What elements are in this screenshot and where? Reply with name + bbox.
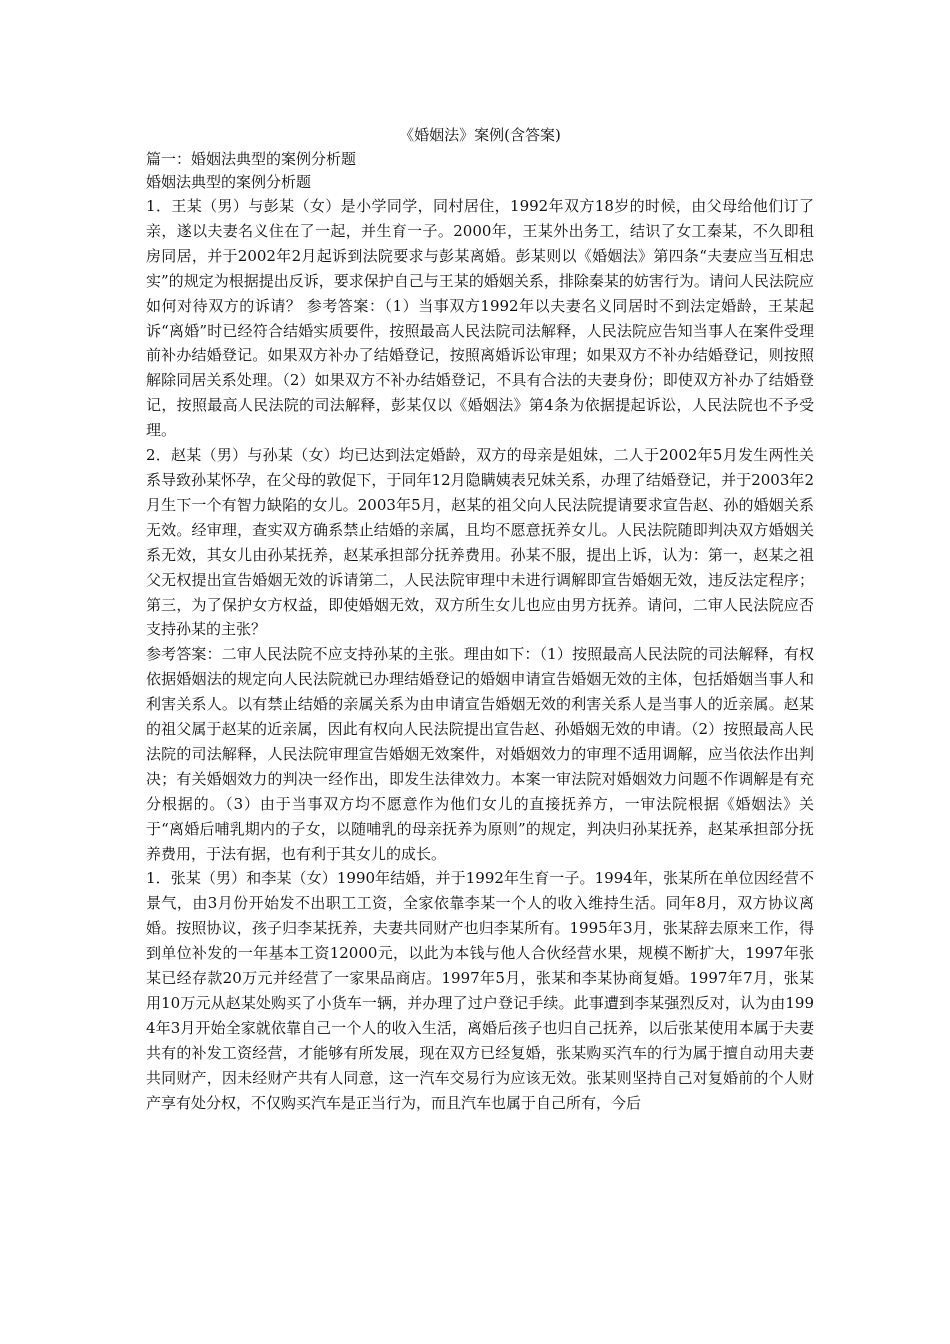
case-paragraph-2: 2．赵某（男）与孙某（女）均已达到法定婚龄，双方的母亲是姐妹，二人于2002年5月发生两性关系导致孙某怀孕，在父母的敦促下，于同年12月隐瞒姨表兄妹关系，办理了结婚登记，并于2003年2月生下一个有智力缺陷的女儿。2003年5月，赵某的祖父向人民法院提请要求宣告赵、孙的婚姻关系无效。经审理，查实双方确系禁止结婚的亲属，且均不愿意抚养女儿。人民法院随即判决双方婚姻关系无效，其女儿由孙某抚养，赵某承担部分抚养费用。孙某不服，提出上诉，认为：第一，赵某之祖父无权提出宣告婚姻无效的诉请第二，人民法院审理中未进行调解即宣告婚姻无效，违反法定程序；第三，为了保护女方权益，即使婚姻无效，双方所生女儿也应由男方抚养。请问，二审人民法院应否支持孙某的主张？ (146, 446, 814, 639)
document-page (146, 123, 814, 1116)
document-title: 《婚姻法》案例(含答案) (399, 126, 561, 144)
answer-paragraph-2: 参考答案：二审人民法院不应支持孙某的主张。理由如下：（1）按照最高人民法院的司法解释，有权依据婚姻法的规定向人民法院就已办理结婚登记的婚姻申请宣告婚姻无效的主体，包括婚姻当事人和利害关系人。以有禁止结婚的亲属关系为由申请宣告婚姻无效的利害关系人是当事人的近亲属。赵某的祖父属于赵某的近亲属，因此有权向人民法院提出宣告赵、孙婚姻无效的申请。（2）按照最高人民法院的司法解释，人民法院审理宣告婚姻无效案件，对婚姻效力的审理不适用调解，应当依法作出判决；有关婚姻效力的判决一经作出，即发生法律效力。本案一审法院对婚姻效力问题不作调解是有充分根据的。（3）由于当事双方均不愿意作为他们女儿的直接抚养方，一审法院根据《婚姻法》关于“离婚后哺乳期内的子女，以随哺乳的母亲抚养为原则”的规定，判决归孙某抚养，赵某承担部分抚养费用，于法有据，也有利于其女儿的成长。 (146, 645, 814, 863)
case-paragraph-3: 1．张某（男）和李某（女）1990年结婚，并于1992年生育一子。1994年，张某所在单位因经营不景气，由3月份开始发不出职工工资，全家依靠李某一个人的收入维持生活。同年8月，双方协议离婚。按照协议，孩子归李某抚养，夫妻共同财产也归李某所有。1995年3月，张某辞去原来工作，得到单位补发的一年基本工资12000元，以此为本钱与他人合伙经营水果，规模不断扩大，1997年张某已经存款20万元并经营了一家果品商店。1997年5月，张某和李某协商复婚。1997年7月，张某用10万元从赵某处购买了小货车一辆，并办理了过户登记手续。此事遭到李某强烈反对，认为由1994年3月开始全家就依靠自己一个人的收入生活，离婚后孩子也归自己抚养，以后张某使用本属于夫妻共有的补发工资经营，才能够有所发展，现在双方已经复婚，张某购买汽车的行为属于擅自动用夫妻共同财产，因未经财产共有人同意，这一汽车交易行为应该无效。张某则坚持自己对复婚前的个人财产享有处分权，不仅购买汽车是正当行为，而且汽车也属于自己所有，今后 (146, 869, 814, 1112)
case-paragraph-1: 1．王某（男）与彭某（女）是小学同学，同村居住，1992年双方18岁的时候，由父母给他们订了亲，遂以夫妻名义住在了一起，并生育一子。2000年，王某外出务工，结识了女工秦某，不久即租房同居，并于2002年2月起诉到法院要求与彭某离婚。彭某则以《婚姻法》第四条“夫妻应当互相忠实”的规定为根据提出反诉，要求保护自己与王某的婚姻关系，排除秦某的妨害行为。请问人民法院应如何对待双方的诉请？ 参考答案：（1）当事双方1992年以夫妻名义同居时不到法定婚龄，王某起诉“离婚”时已经符合结婚实质要件，按照最高人民法院司法解释，人民法院应告知当事人在案件受理前补办结婚登记。如果双方补办了结婚登记，按照离婚诉讼审理；如果双方不补办结婚登记，则按照解除同居关系处理。（2）如果双方不补办结婚登记，不具有合法的夫妻身份；即使双方补办了结婚登记，按照最高人民法院的司法解释，彭某仅以《婚姻法》第4条为依据提起诉讼，人民法院也不予受理。 (146, 197, 814, 440)
sub-heading: 婚姻法典型的案例分析题 (146, 173, 312, 191)
section-heading: 篇一：婚姻法典型的案例分析题 (146, 150, 357, 168)
